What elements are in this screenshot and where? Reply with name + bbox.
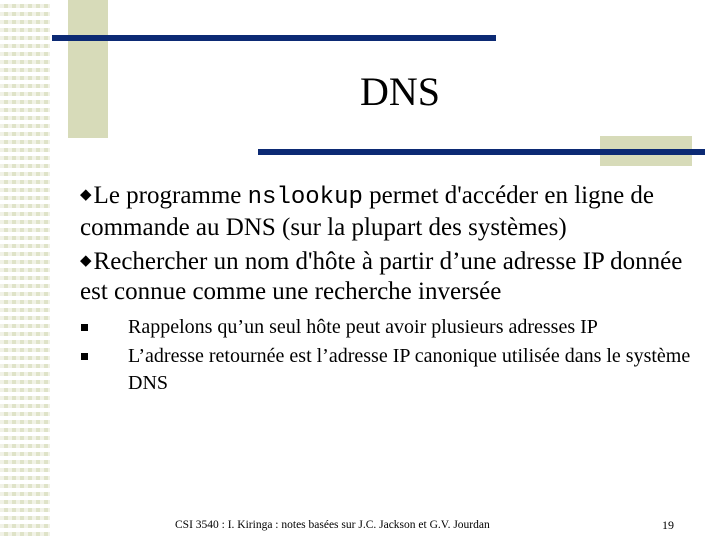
page-number: 19	[662, 518, 674, 532]
diamond-bullet-icon: ◆	[80, 187, 92, 203]
square-bullet-icon	[81, 324, 88, 331]
decorative-side-pattern	[0, 0, 50, 540]
sub-bullet-item	[128, 314, 700, 341]
footer-credit: CSI 3540 : I. Kiringa : notes basées sur J.C. Jackson et G.V. Jourdan	[175, 519, 490, 531]
slide-body	[80, 180, 700, 399]
bullet-reverse-lookup	[80, 246, 700, 307]
diamond-bullet-icon: ◆	[80, 253, 92, 269]
sub-bullet-text: Rappelons qu’un seul hôte peut avoir plusieurs adresses IP	[128, 316, 598, 338]
sub-bullet-text: L’adresse retournée est l’adresse IP canonique utilisée dans le système DNS	[128, 345, 691, 394]
sub-bullet-list	[80, 314, 700, 397]
bullet-nslookup	[80, 180, 700, 243]
square-bullet-icon	[81, 353, 88, 360]
top-rule	[52, 35, 496, 41]
title-underline-rule	[258, 149, 705, 155]
bullet-text-before: Le programme	[93, 182, 248, 209]
sub-bullet-item	[128, 343, 700, 397]
bullet-text-after: permet d'accéder en ligne de commande au DNS (sur la plupart des systèmes)	[80, 182, 655, 241]
slide-title: DNS	[359, 69, 441, 114]
bullet-text: Rechercher un nom d'hôte à partir d’une adresse IP donnée est connue comme une recherche inversée	[80, 248, 683, 305]
code-nslookup: nslookup	[247, 184, 363, 211]
decorative-olive-block	[68, 0, 108, 138]
